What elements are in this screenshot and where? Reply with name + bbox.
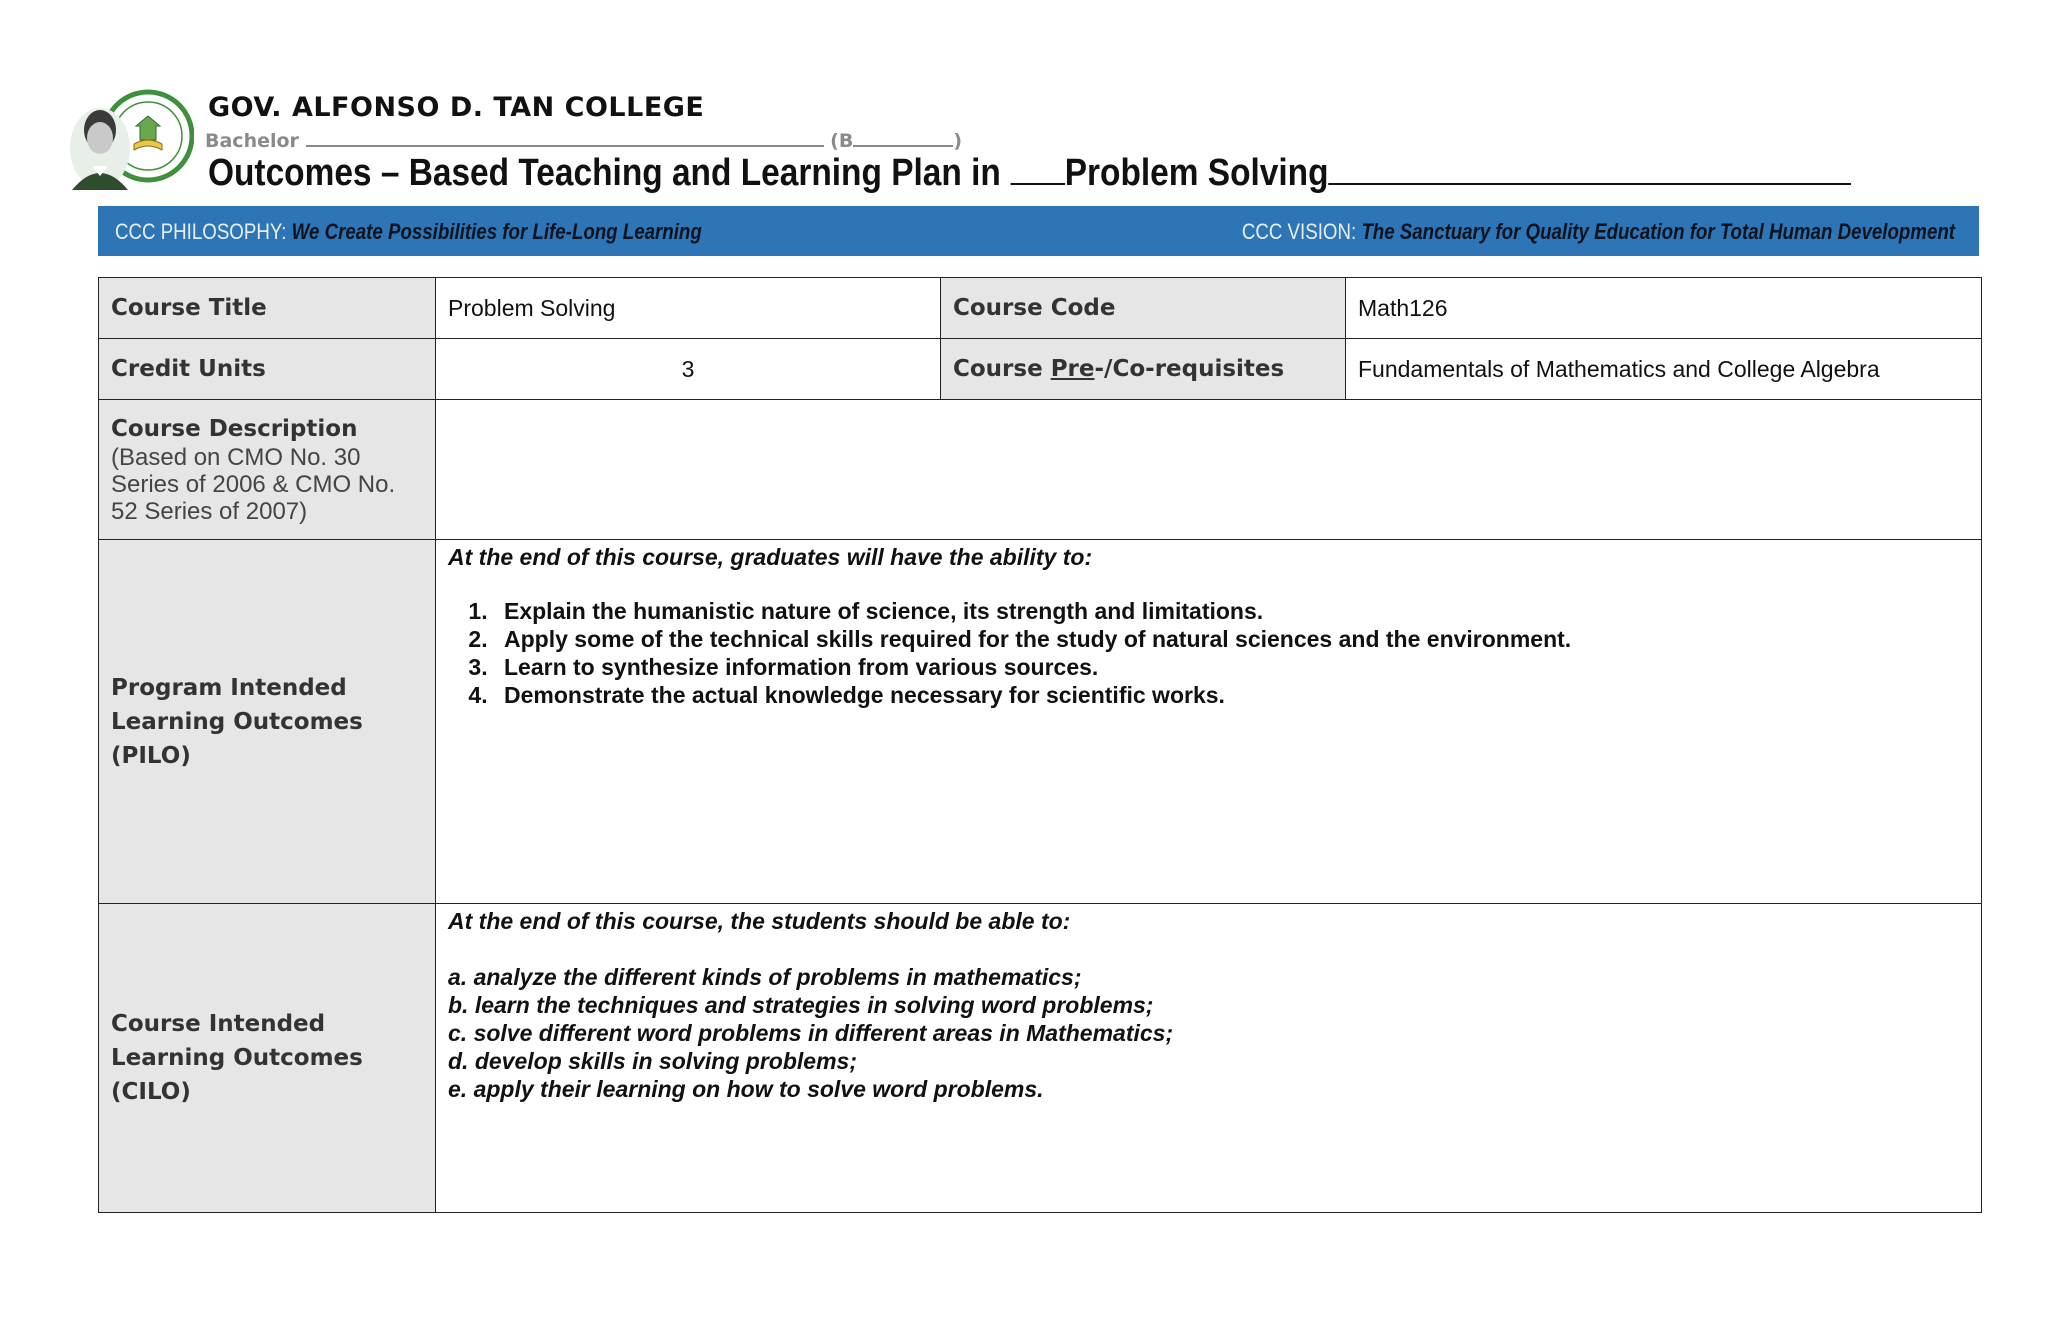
philosophy-vision-banner: [98, 206, 1979, 256]
cilo-intro: At the end of this course, the students should be able to:: [448, 908, 1071, 934]
plan-title-prefix: Outcomes – Based Teaching and Learning Plan in: [208, 152, 1001, 194]
list-item: c. solve different word problems in different areas in Mathematics;: [448, 1020, 1174, 1046]
vision-text: The Sanctuary for Quality Education for Total Human Development: [1361, 219, 1955, 244]
course-info-table: [98, 277, 1982, 1213]
bachelor-blank: [306, 131, 824, 147]
pilo-list: [448, 597, 1969, 709]
table-row: [99, 904, 1982, 1213]
plan-title-blank-before: [1010, 153, 1065, 185]
table-row: [99, 400, 1982, 540]
credit-units-label: Credit Units: [99, 339, 436, 400]
bachelor-code-blank: [853, 131, 953, 147]
plan-title: [208, 152, 1851, 195]
course-description-label: [99, 400, 436, 540]
pilo-content: [436, 540, 1982, 904]
list-item: b. learn the techniques and strategies in solving word problems;: [448, 992, 1154, 1018]
list-item: 3. Learn to synthesize information from various sources.: [494, 653, 1969, 681]
cilo-label-line: Learning Outcomes: [111, 1045, 363, 1071]
bachelor-program-line: [205, 130, 962, 152]
college-name: GOV. ALFONSO D. TAN COLLEGE: [208, 92, 705, 123]
pilo-intro: At the end of this course, graduates will have the ability to:: [448, 544, 1093, 570]
list-item: e. apply their learning on how to solve word problems.: [448, 1076, 1044, 1102]
list-item: 1. Explain the humanistic nature of science, its strength and limitations.: [494, 597, 1969, 625]
table-row: [99, 278, 1982, 339]
pilo-label-line: Program Intended: [111, 674, 347, 701]
philosophy-statement: [115, 219, 702, 245]
vision-statement: [1242, 219, 1955, 245]
prereq-label-end: -/Co-requisites: [1094, 356, 1285, 382]
prereq-label-start: Course: [953, 356, 1043, 382]
course-description-value: [436, 400, 1982, 540]
list-item: 2. Apply some of the technical skills required for the study of natural sciences and the environment.: [494, 625, 1969, 653]
cilo-label-line: (CILO): [111, 1079, 191, 1105]
list-item: d. develop skills in solving problems;: [448, 1048, 857, 1074]
list-item: a. analyze the different kinds of problems in mathematics;: [448, 964, 1082, 990]
course-code-label: Course Code: [941, 278, 1346, 339]
course-title-label: Course Title: [99, 278, 436, 339]
table-row: [99, 540, 1982, 904]
prereq-label-underlined: Pre: [1050, 356, 1095, 382]
pilo-label-line: Learning Outcomes: [111, 708, 363, 735]
bachelor-label: Bachelor: [205, 130, 299, 152]
cilo-label-line: Course Intended: [111, 1011, 326, 1037]
prerequisites-value: Fundamentals of Mathematics and College Algebra: [1346, 339, 1982, 400]
list-item: 4. Demonstrate the actual knowledge necessary for scientific works.: [494, 681, 1969, 709]
philosophy-label: CCC PHILOSOPHY:: [115, 219, 287, 244]
course-code-value: Math126: [1346, 278, 1982, 339]
course-description-heading: Course Description: [111, 416, 358, 442]
bachelor-code-close: ): [953, 130, 963, 152]
pilo-label: [99, 540, 436, 904]
vision-label: CCC VISION:: [1241, 219, 1357, 244]
philosophy-text: We Create Possibilities for Life-Long Learning: [291, 219, 702, 244]
table-row: [99, 339, 1982, 400]
cilo-content: [436, 904, 1982, 1213]
cilo-label: [99, 904, 436, 1213]
plan-title-blank-after: [1329, 153, 1852, 185]
course-title-value: Problem Solving: [436, 278, 941, 339]
pilo-label-line: (PILO): [111, 742, 191, 769]
credit-units-value: 3: [436, 339, 941, 400]
cilo-list: [448, 963, 1969, 1103]
plan-subject: Problem Solving: [1064, 152, 1329, 194]
bachelor-code-open: (B: [830, 130, 854, 152]
course-description-note: (Based on CMO No. 30 Series of 2006 & CMO No. 52 Series of 2007): [111, 444, 396, 525]
prerequisites-label: [941, 339, 1346, 400]
college-seal-logo: [66, 86, 194, 190]
